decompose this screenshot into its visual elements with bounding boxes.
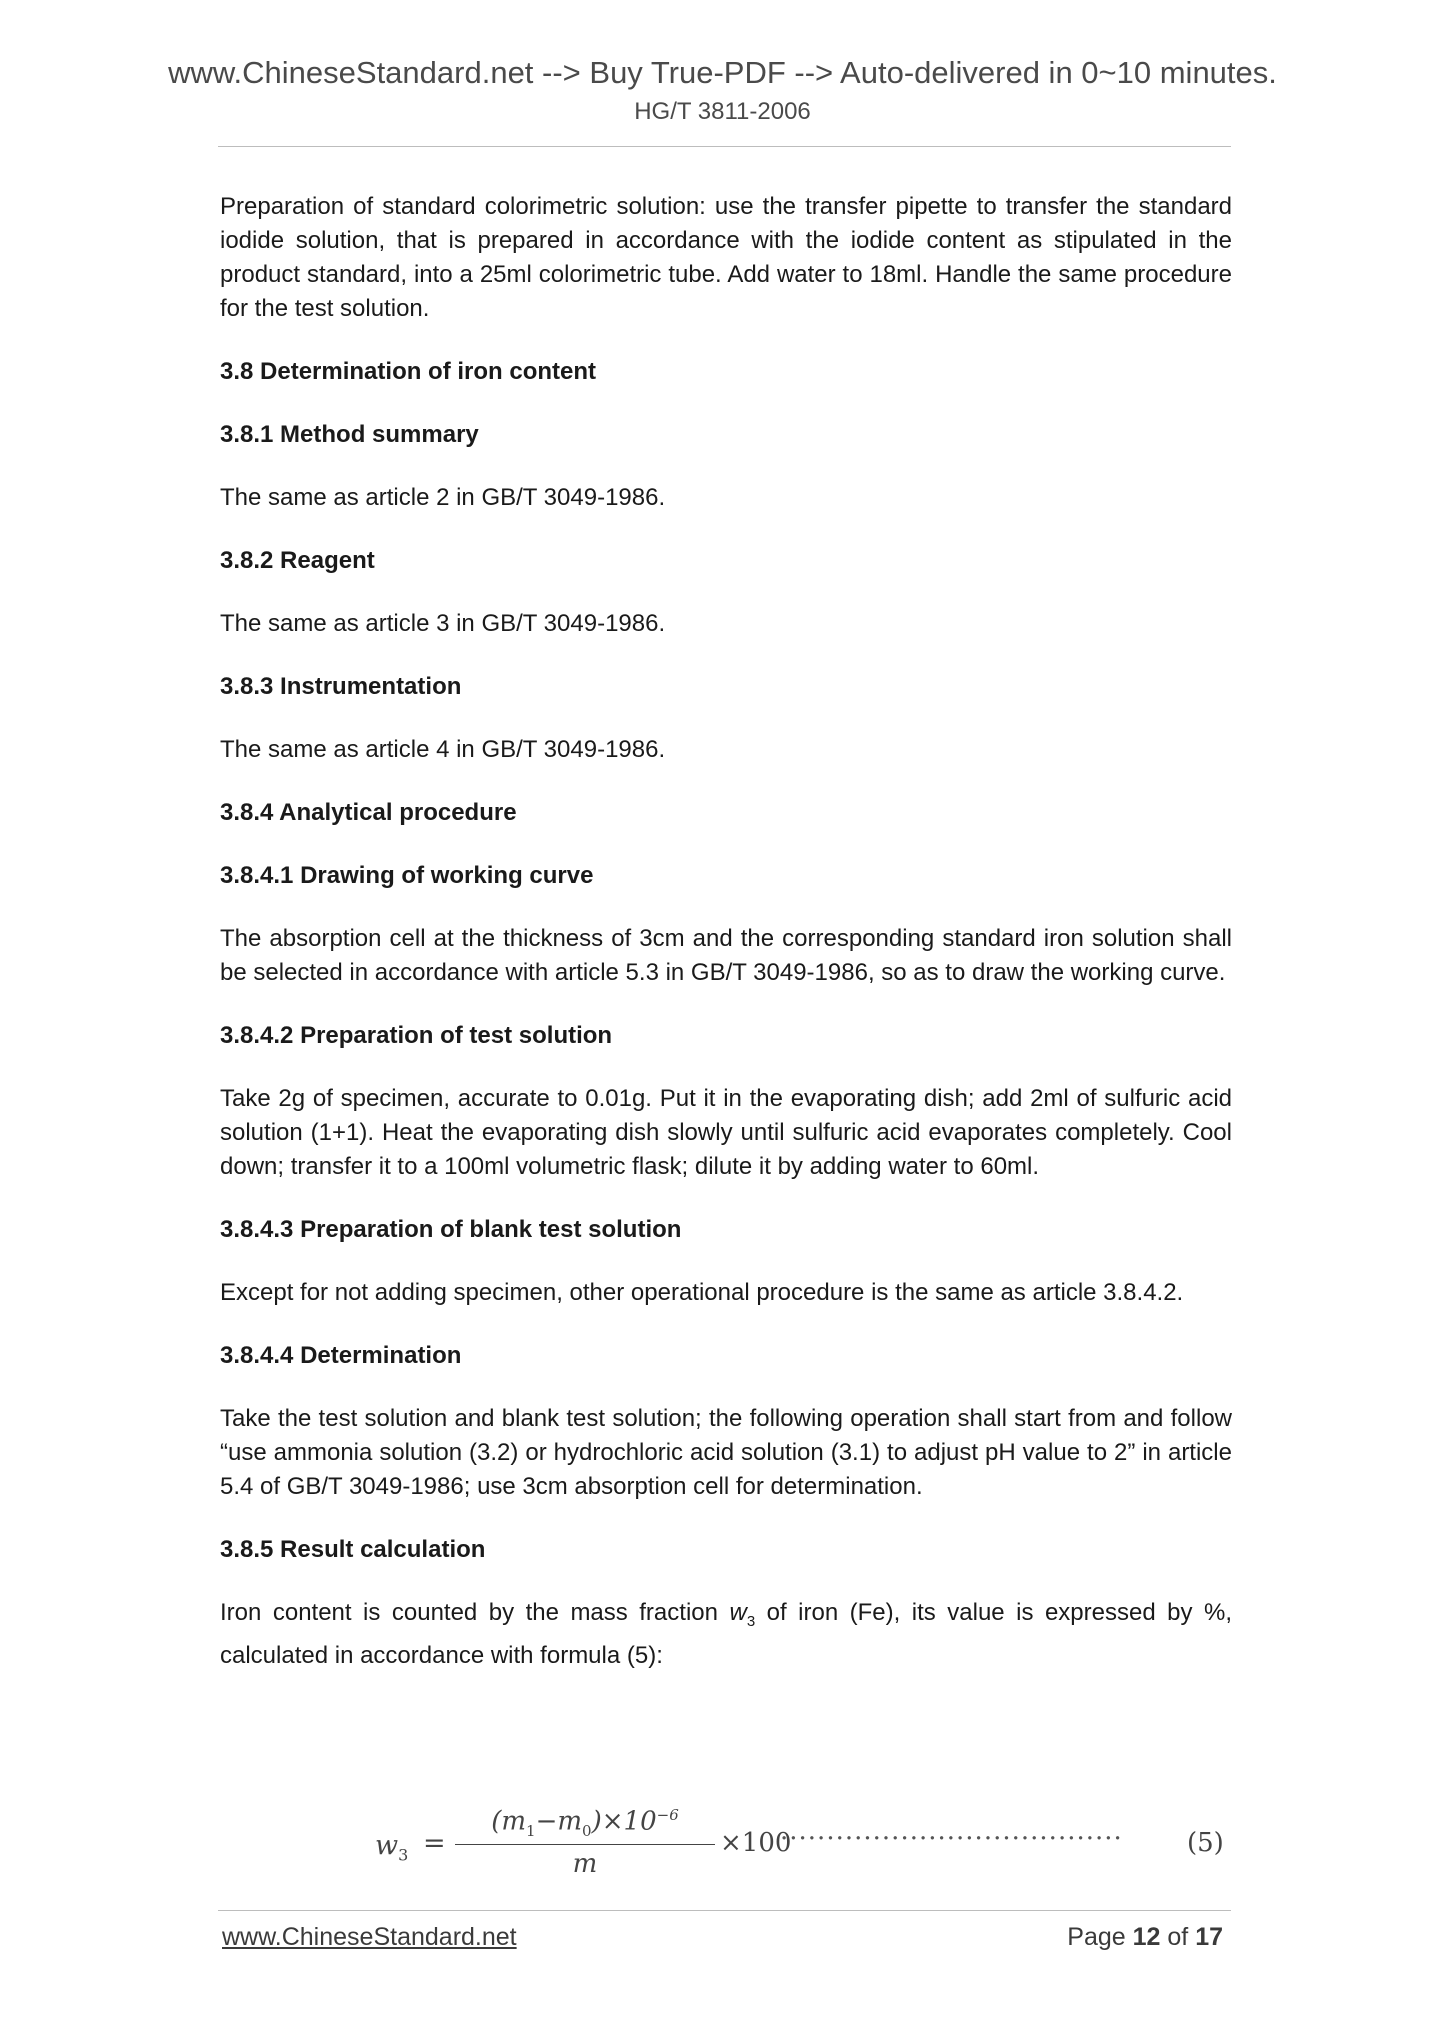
formula-numerator: $(m_1-m_0)\times 10^{-6}$: [491, 1806, 679, 1840]
section-heading-3-8-4-4: 3.8.4.4 Determination: [220, 1342, 462, 1369]
intro-paragraph: Preparation of standard colorimetric solution: use the transfer pipette to transfer the standard iodide solution, that is prepared in accordance with the iodide content as stipulated in the product standard, into a 25ml colorimetric tube. Add water to 18ml. Handle the same procedure for the test solution.: [220, 193, 1232, 322]
section-text-3-8-4-1: The absorption cell at the thickness of 3cm and the corresponding standard iron solution shall be selected in accordance with article 5.3 in GB/T 3049-1986, so as to draw the working curve.: [220, 925, 1232, 986]
section-text-3-8-2: The same as article 3 in GB/T 3049-1986.: [220, 610, 666, 637]
page-current: 12: [1132, 1923, 1161, 1951]
section-text-3-8-4-4: Take the test solution and blank test solution; the following operation shall start from and follow “use ammonia solution (3.2) or hydrochloric acid solution (3.1) to adjust pH value to 2” in article 5.4 of GB/T 3049-1986; use 3cm absorption cell for determination.: [220, 1405, 1232, 1500]
page-indicator: Page 12 of 17: [1067, 1923, 1223, 1951]
formula-lhs: $w_3$: [375, 1830, 409, 1865]
formula-equals: =: [423, 1828, 446, 1859]
section-heading-3-8: 3.8 Determination of iron content: [220, 358, 597, 385]
section-heading-3-8-4-3: 3.8.4.3 Preparation of blank test solution: [220, 1216, 682, 1243]
section-text-3-8-4-3: Except for not adding specimen, other operational procedure is the same as article 3.8.4.2.: [220, 1279, 1184, 1306]
formula-denominator: m: [572, 1848, 598, 1879]
section-text-3-8-4-2: Take 2g of specimen, accurate to 0.01g. Put it in the evaporating dish; add 2ml of sulfuric acid solution (1+1). Heat the evaporating dish slowly until sulfuric acid evaporates completely. Cool down; transfer it to a 100ml volumetric flask; dilute it by adding water to 60ml.: [220, 1085, 1232, 1180]
formula-5: [375, 1806, 1235, 1886]
section-heading-3-8-2: 3.8.2 Reagent: [220, 547, 375, 574]
header-banner: www.ChineseStandard.net --> Buy True-PDF --> Auto-delivered in 0~10 minutes.: [168, 55, 1277, 90]
section-heading-3-8-1: 3.8.1 Method summary: [220, 421, 479, 448]
result-text-lead: Iron content is counted by the mass fraction: [220, 1599, 730, 1626]
result-text-tail: of iron (Fe), its value is expressed by %, calculated in accordance with formula (5):: [220, 1599, 1233, 1669]
header-divider: [218, 146, 1231, 147]
formula-number: (5): [1187, 1828, 1224, 1858]
document-body: [220, 190, 1232, 1702]
formula-leader-dots: ·····································: [780, 1824, 1123, 1854]
footer-divider: [218, 1910, 1231, 1911]
footer-website-link[interactable]: www.ChineseStandard.net: [222, 1923, 517, 1951]
standard-code: HG/T 3811-2006: [634, 98, 811, 125]
section-heading-3-8-5: 3.8.5 Result calculation: [220, 1536, 486, 1563]
section-text-3-8-5: [220, 1596, 1232, 1673]
section-heading-3-8-4: 3.8.4 Analytical procedure: [220, 799, 517, 826]
formula-fraction-bar: [455, 1844, 715, 1845]
section-heading-3-8-4-1: 3.8.4.1 Drawing of working curve: [220, 862, 594, 889]
page-total: 17: [1195, 1923, 1223, 1951]
formula-fraction: [455, 1806, 715, 1879]
section-heading-3-8-3: 3.8.3 Instrumentation: [220, 673, 462, 700]
section-text-3-8-1: The same as article 2 in GB/T 3049-1986.: [220, 484, 666, 511]
section-text-3-8-3: The same as article 4 in GB/T 3049-1986.: [220, 736, 666, 763]
variable-w3: $w_3$: [729, 1599, 756, 1630]
section-heading-3-8-4-2: 3.8.4.2 Preparation of test solution: [220, 1022, 613, 1049]
formula-times-100: ×100: [720, 1828, 792, 1858]
